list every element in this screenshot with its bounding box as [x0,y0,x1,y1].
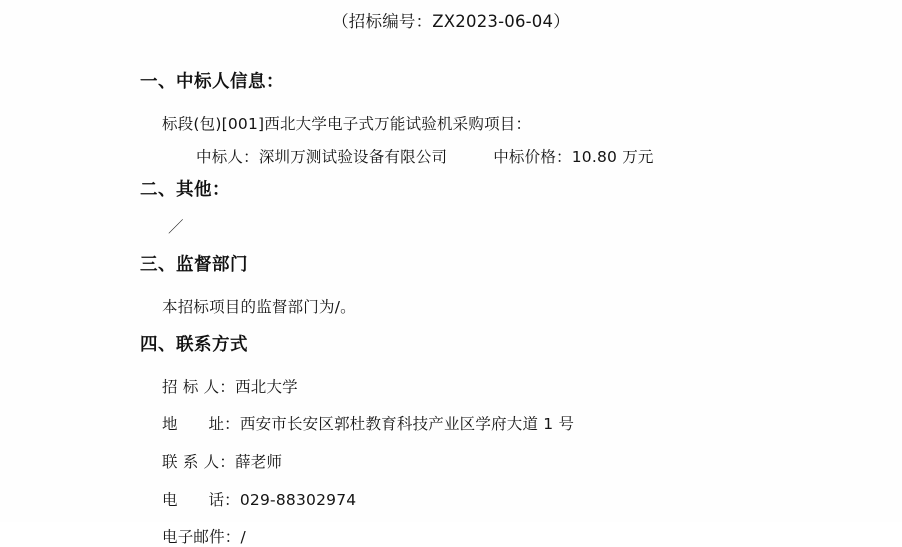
contact-row-tenderer [162,378,902,397]
contact-row-email [162,528,902,547]
price-value: 10.80 万元 [571,147,654,166]
contact-value: 西北大学 [235,377,298,396]
section-heading-winner: 一、中标人信息： [140,72,284,92]
contact-label: 电子邮件： [162,528,241,547]
section-heading-other: 二、其他： [140,180,230,201]
contact-value: / [240,528,246,547]
winner-line [196,148,902,167]
contact-row-phone [162,491,902,510]
contact-value: 薛老师 [235,452,283,471]
lot-package-line: 标段(包)[001]西北大学电子式万能试验机采购项目： [162,115,532,133]
tender-notice-number: （招标编号：ZX2023-06-04） [332,12,570,31]
contact-value: 西安市长安区郭杜教育科技产业区学府大道 1 号 [239,415,575,434]
supervision-content: 本招标项目的监督部门为/。 [162,298,356,317]
contact-label: 联 系 人： [162,452,236,471]
document-body [0,72,902,547]
section-heading-contact: 四、联系方式 [140,334,248,355]
winner-label: 中标人： [196,147,259,166]
contact-label: 招 标 人： [162,377,236,396]
section-heading-supervision: 三、监督部门 [140,255,248,276]
contact-label: 电 话： [162,490,240,509]
contact-label: 地 址： [162,415,240,434]
contact-row-person [162,453,902,472]
winner-name: 深圳万测试验设备有限公司 [258,147,448,166]
other-content: ／ [168,218,184,237]
contact-row-address [162,415,902,434]
price-label: 中标价格： [493,147,572,166]
contact-value: 029-88302974 [239,490,357,509]
